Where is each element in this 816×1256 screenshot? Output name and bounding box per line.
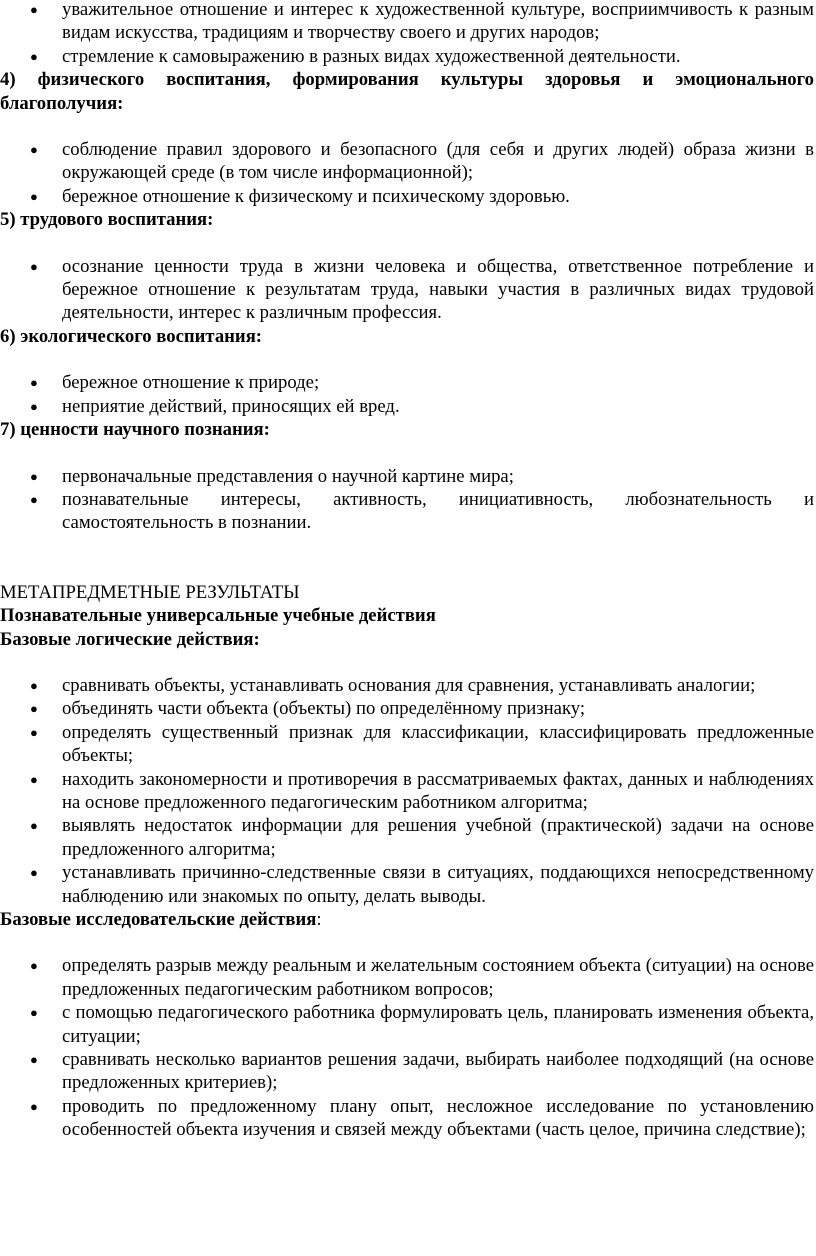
logical-actions-title: Базовые логические действия:: [0, 628, 260, 650]
section-heading-science: 7) ценности научного познания:: [0, 419, 270, 441]
bullet-icon: ●: [30, 491, 38, 507]
list-item: ● определять существенный признак для классификации, классифицировать предложенные объекты;: [30, 721, 814, 767]
ecology-list: [0, 371, 816, 418]
bullet-icon: ●: [30, 258, 38, 274]
bullet-icon: ●: [30, 701, 38, 717]
bullet-icon: ●: [30, 2, 38, 17]
research-actions-list: [0, 954, 816, 1141]
list-item: ● бережное отношение к физическому и психическому здоровью.: [30, 185, 570, 207]
list-item: ● неприятие действий, приносящих ей вред.: [30, 395, 400, 417]
research-actions-title: Базовые исследовательские действия:: [0, 909, 322, 930]
bullet-icon: ●: [30, 771, 38, 787]
bullet-icon: ●: [30, 677, 38, 693]
list-item: ● с помощью педагогического работника формулировать цель, планировать изменения объекта, ситуации;: [30, 1002, 814, 1047]
bullet-icon: ●: [30, 1098, 38, 1114]
list-item: ● сравнивать несколько вариантов решения задачи, выбирать наиболее подходящий (на основе предложенных критериев);: [30, 1049, 814, 1094]
list-item: ● стремление к самовыражению в разных видах художественной деятельности.: [30, 45, 681, 67]
bullet-icon: ●: [30, 1005, 38, 1021]
bullet-icon: ●: [30, 724, 38, 740]
section-heading-ecology: 6) экологического воспитания:: [0, 325, 263, 347]
science-list: [0, 465, 816, 535]
bullet-icon: ●: [30, 188, 38, 204]
bullet-icon: ●: [30, 142, 38, 158]
top-bullet-list: [0, 0, 816, 68]
section-heading-physical: 4) физического воспитания, формирования культуры здоровья и эмоционального благополучия:: [0, 69, 814, 114]
bullet-icon: ●: [30, 48, 38, 64]
bullet-icon: ●: [30, 865, 38, 881]
bullet-icon: ●: [30, 958, 38, 974]
list-item: ● выявлять недостаток информации для решения учебной (практической) задачи на основе предложенного алгоритма;: [30, 815, 814, 860]
logical-actions-list: [0, 674, 816, 908]
section-heading-labor: 5) трудового воспитания:: [0, 209, 214, 231]
bullet-icon: ●: [30, 375, 38, 391]
list-item: ● соблюдение правил здорового и безопасного (для себя и других людей) образа жизни в окружающей среде (в том числе информационной);: [30, 139, 814, 184]
meta-results-subtitle: Познавательные универсальные учебные действия: [0, 605, 436, 627]
list-item: ● находить закономерности и противоречия в рассматриваемых фактах, данных и наблюдениях на основе предложенного педагогическим работником алгоритма;: [30, 768, 814, 813]
bullet-icon: ●: [30, 468, 38, 484]
list-item: ● проводить по предложенному плану опыт, несложное исследование по установлению особенностей объекта изучения и связей между объектами (часть целое, причина следствие);: [30, 1095, 814, 1141]
list-item: ● сравнивать объекты, устанавливать основания для сравнения, устанавливать аналогии;: [30, 674, 756, 696]
bullet-icon: ●: [30, 818, 38, 834]
list-item: ● устанавливать причинно-следственные связи в ситуациях, поддающихся непосредственному наблюдению или знакомых по опыту, делать выводы.: [30, 862, 814, 907]
physical-list: [0, 138, 816, 208]
meta-results-title: МЕТАПРЕДМЕТНЫЕ РЕЗУЛЬТАТЫ: [0, 581, 300, 603]
list-item: ● первоначальные представления о научной картине мира;: [30, 465, 514, 487]
list-item: ● уважительное отношение и интерес к художественной культуре, восприимчивость к разным видам искусства, традициям и творчеству своего и других народов;: [30, 0, 814, 44]
list-item: ● бережное отношение к природе;: [30, 372, 320, 394]
labor-list: [0, 255, 816, 325]
list-item: ● объединять части объекта (объекты) по определённому признаку;: [30, 698, 586, 720]
list-item: ● осознание ценности труда в жизни человека и общества, ответственное потребление и бережное отношение к результатам труда, навыки участия в различных видах трудовой деятельности, интерес к различным профессия.: [30, 255, 814, 324]
list-item: ● определять разрыв между реальным и желательным состоянием объекта (ситуации) на основе предложенных педагогическим работником вопросов;: [30, 955, 814, 1000]
list-item: ● познавательные интересы, активность, инициативность, любознательность и самостоятельность в познании.: [30, 488, 814, 534]
bullet-icon: ●: [30, 1052, 38, 1068]
bullet-icon: ●: [30, 398, 38, 414]
